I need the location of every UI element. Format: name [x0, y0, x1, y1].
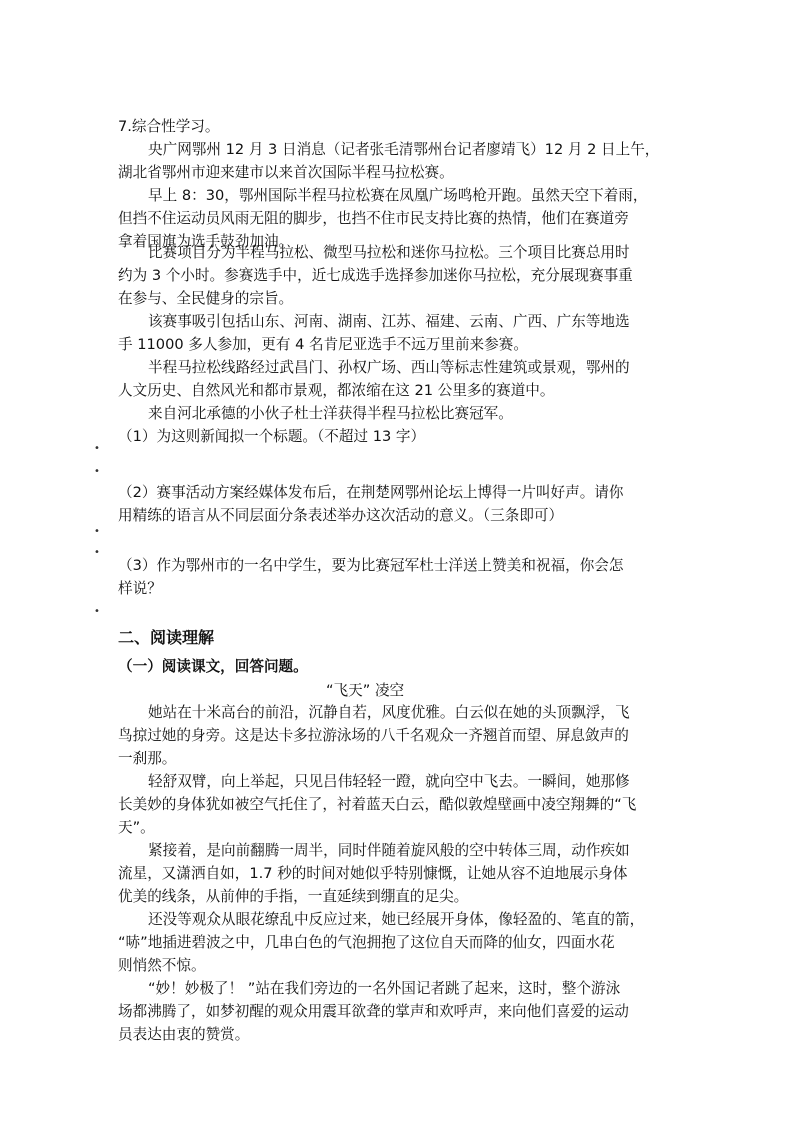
news-line: 早上 8：30，鄂州国际半程马拉松赛在凤凰广场鸣枪开跑。虽然天空下着雨， — [148, 187, 648, 204]
section-7-heading: 7.综合性学习。 — [118, 118, 220, 135]
news-line: 来自河北承德的小伙子杜士洋获得半程马拉松比赛冠军。 — [148, 405, 513, 422]
blank-line-marker: • — [94, 547, 100, 558]
article-line: 长美妙的身体犹如被空气托住了，衬着蓝天白云，酷似敦煌壁画中凌空翔舞的“飞 — [118, 796, 637, 813]
article-line: 场都沸腾了，如梦初醒的观众用震耳欲聋的掌声和欢呼声，来向他们喜爱的运动 — [118, 1003, 629, 1020]
news-line: 半程马拉松线路经过武昌门、孙权广场、西山等标志性建筑或景观，鄂州的 — [148, 359, 630, 376]
news-line: 拿着国旗为选手鼓劲加油。 — [118, 233, 294, 250]
blank-line-marker: • — [94, 526, 100, 537]
news-line: 在参与、全民健身的宗旨。 — [118, 290, 294, 307]
article-line: “妙！妙极了！ ”站在我们旁边的一名外国记者跳了起来，这时，整个游泳 — [148, 980, 621, 997]
article-title: “飞天” 凌空 — [326, 682, 405, 699]
question-2-line: 用精练的语言从不同层面分条表述举办这次活动的意义。（三条即可） — [118, 507, 564, 524]
article-line: “哧”地插进碧波之中，几串白色的气泡拥抱了这位自天而降的仙女，四面水花 — [118, 934, 615, 951]
question-1: （1）为这则新闻拟一个标题。（不超过 13 字） — [118, 428, 426, 445]
subsection-heading: （一）阅读课文，回答问题。 — [118, 658, 308, 675]
blank-line-marker: • — [94, 466, 100, 477]
article-line: 优美的线条，从前伸的手指，一直延续到绷直的足尖。 — [118, 888, 469, 905]
article-line: 紧接着，是向前翻腾一周半，同时伴随着旋风般的空中转体三周，动作疾如 — [148, 842, 630, 859]
news-line: 人文历史、自然风光和都市景观，都浓缩在这 21 公里多的赛道中。 — [118, 382, 555, 399]
article-line: 流星，又潇洒自如，1.7 秒的时间对她似乎特别慷慨，让她从容不迫地展示身体 — [118, 865, 628, 882]
news-line: 湖北省鄂州市迎来建市以来首次国际半程马拉松赛。 — [118, 164, 454, 181]
article-line: 则悄然不惊。 — [118, 957, 206, 974]
news-line: 该赛事吸引包括山东、河南、湖南、江苏、福建、云南、广西、广东等地选 — [148, 313, 630, 330]
blank-line-marker: • — [94, 606, 100, 617]
article-line: 轻舒双臂，向上举起，只见吕伟轻轻一蹬，就向空中飞去。一瞬间，她那修 — [148, 773, 630, 790]
news-line: 比赛项目分为半程马拉松、微型马拉松和迷你马拉松。三个项目比赛总用时 — [148, 244, 630, 261]
article-line: 鸟掠过她的身旁。这是达卡多拉游泳场的八千名观众一齐翘首而望、屏息敛声的 — [118, 727, 629, 744]
news-line: 但挡不住运动员风雨无阻的脚步，也挡不住市民支持比赛的热情，他们在赛道旁 — [118, 210, 629, 227]
article-line: 她站在十米高台的前沿，沉静自若，风度优雅。白云似在她的头顶飘浮，飞 — [148, 704, 630, 721]
article-line: 员表达由衷的赞赏。 — [118, 1026, 250, 1043]
article-line: 还没等观众从眼花缭乱中反应过来，她已经展开身体，像轻盈的、笔直的箭， — [148, 911, 645, 928]
article-line: 天”。 — [118, 819, 155, 836]
article-line: 一刹那。 — [118, 750, 177, 767]
blank-line-marker: • — [94, 443, 100, 454]
question-3-line: 样说？ — [118, 580, 162, 597]
news-line: 央广网鄂州 12 月 3 日消息（记者张毛清鄂州台记者廖靖飞）12 月 2 日上午， — [148, 141, 660, 158]
news-line: 约为 3 个小时。参赛选手中，近七成选手选择参加迷你马拉松，充分展现赛事重 — [118, 267, 633, 284]
question-2-line: （2）赛事活动方案经媒体发布后，在荆楚网鄂州论坛上博得一片叫好声。请你 — [118, 484, 624, 501]
news-line: 手 11000 多人参加，更有 4 名肯尼亚选手不远万里前来参赛。 — [118, 336, 528, 353]
question-3-line: （3）作为鄂州市的一名中学生，要为比赛冠军杜士洋送上赞美和祝福，你会怎 — [118, 557, 624, 574]
section-2-heading: 二、阅读理解 — [118, 628, 215, 647]
